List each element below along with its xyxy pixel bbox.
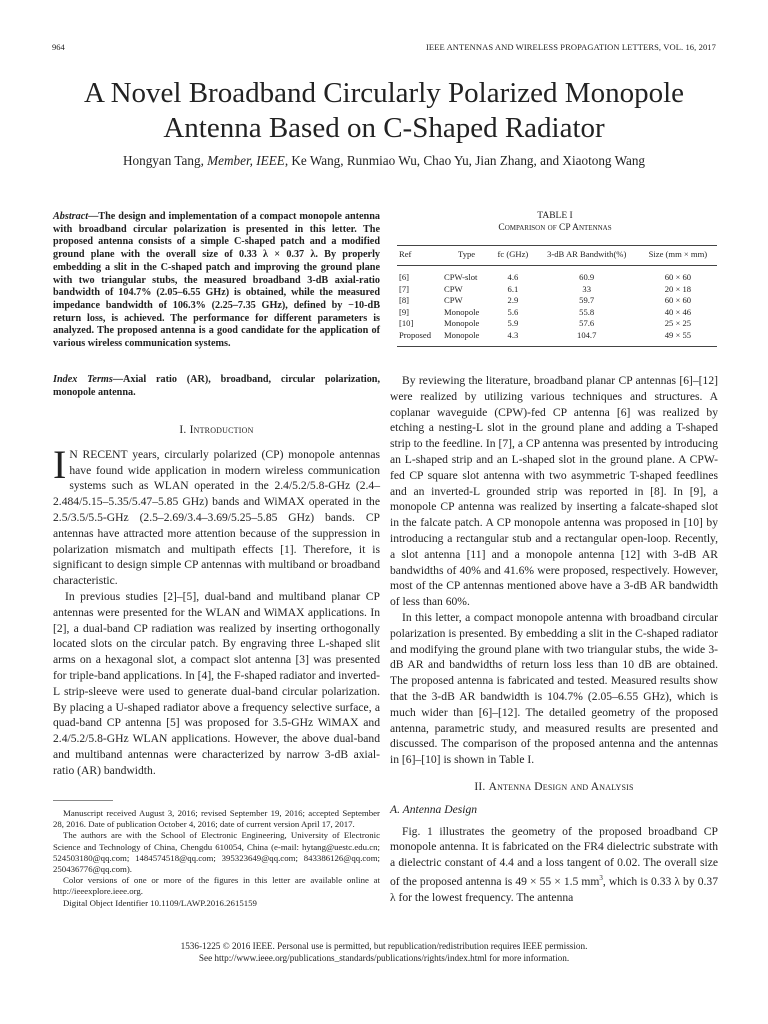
table-cell: [8]	[399, 295, 410, 306]
title-line-2: Antenna Based on C-Shaped Radiator	[163, 112, 605, 144]
abstract-text: —The design and implementation of a compact monopole antenna with broadband circular polarization is presented in this letter. The proposed antenna consists of a simple C-shaped patch and a modified ground plane with the overall size of 0.33 λ × 0.37 λ. By properly embedding a slit in the C-shaped patch and improving the ground plane with two triangular stubs, the measured broadband 3-dB axial-ratio bandwidth of 104.7% (2.05–6.55 GHz) is obtained, while the measured impedance bandwidth of 106.3% (2.25–7.35 GHz), defined by −10-dB return loss, is achieved. The performance for different parameters is analyzed. The proposed antenna is a good candidate for the application of various wireless communication systems.	[53, 211, 380, 350]
table-cell: CPW	[444, 295, 463, 306]
table-cell: 6.1	[507, 283, 519, 294]
table-cell: 49 × 55	[639, 330, 717, 346]
table-cell: 5.6	[507, 306, 519, 317]
table-row	[397, 295, 717, 307]
table-row	[397, 284, 717, 296]
right-column	[390, 373, 718, 905]
table-row	[397, 266, 717, 284]
table-row	[397, 307, 717, 319]
author-affiliation: Member, IEEE	[207, 153, 285, 168]
table-cell: CPW-slot	[444, 272, 478, 282]
abstract-label: Abstract	[53, 211, 89, 222]
table-cell: 60 × 60	[664, 272, 692, 282]
table-cell: 2.9	[507, 295, 519, 306]
col-size: Size (mm × mm)	[639, 246, 717, 266]
table-row	[397, 330, 717, 346]
index-terms	[53, 374, 380, 399]
table-title: Comparison of CP Antennas	[498, 223, 612, 233]
footnote-affiliation: The authors are with the School of Electronic Engineering, University of Electronic Science and Technology of China, Chengdu 610054, China (e-mail: hytang@uestc.edu.cn; 524503180@qq.com; 1484574518@qq.com; 395323649@qq.com; 843386126@qq.com; 250436776@qq.com).	[53, 830, 380, 875]
section2-heading: II. Antenna Design and Analysis	[474, 780, 634, 793]
col-type: Type	[442, 246, 491, 266]
index-terms-text: —Axial ratio (AR), broadband, circular polarization, monopole antenna.	[53, 374, 380, 398]
table-cell: 20 × 18	[664, 283, 692, 294]
footnote-doi: Digital Object Identifier 10.1109/LAWP.2016.2615159	[63, 897, 257, 908]
intro-paragraph-2: In previous studies [2]–[5], dual-band and multiband planar CP antennas were presented for the WLAN and WiMAX applications. In [2], a dual-band CP radiation was realized by inserting orthogonally located slots on the circular patch. By engraving three L-shaped slit arms on a hexagonal slot, a compact slot antenna [3] was presented for triple-band applications. In [4], the F-shaped radiator and inverted-L strip-sleeve were used to generate dual-band circular polarization. By placing a U-shaped radiator above a frequency selective surface, a quad-band CP antenna [5] was proposed for 3.5-GHz WiMAX and 2.4/5.2/5.8-GHz WLAN applications. However, the above dual-band and multiband antennas were characterized by narrow 3-dB axial-ratio (AR) bandwidth.	[53, 589, 380, 777]
table-cell: Monopole	[442, 330, 491, 346]
intro-paragraph-3: By reviewing the literature, broadband planar CP antennas [6]–[12] were realized by utilizing various techniques and structures. A coplanar waveguide (CPW)-fed CP antenna [6] was realized by etching a nesting-L slot in the ground plane and adding a T-shaped strip to the feedline. In [7], a CP antenna was presented by introducing an L-shaped strip and an L-shaped slot in the ground plane. A CPW-fed CP square slot antenna with two asymmetric T-shaped feedlines and an inverted-L grounded strip was reported in [8]. In [9], a monopole CP antenna was realized by inserting a falcate-shaped slot in the falcate patch. A CP monopole antenna was proposed in [10] by introducing a rectangular stub and a rectangular open-loop. Recently, a slot antenna [11] and a monopole antenna [12] with 3-dB AR bandwidths of 40% and 41.6% were proposed, respectively. However, most of the CP antennas mentioned above have a 3-dB AR bandwidth of less than 60%.	[390, 374, 718, 609]
table-cell: 4.6	[507, 272, 519, 282]
table-cell: [10]	[399, 318, 414, 329]
table-cell: [9]	[399, 306, 410, 317]
comparison-table	[397, 245, 717, 347]
table-cell: 59.7	[579, 295, 595, 306]
author-rest: , Ke Wang, Runmiao Wu, Chao Yu, Jian Zhang, and Xiaotong Wang	[284, 153, 646, 168]
index-terms-label: Index Terms	[53, 374, 113, 385]
footnote-color: Color versions of one or more of the figures in this letter are available online at http://ieeexplore.ieee.org.	[53, 875, 380, 897]
intro-paragraph-4: In this letter, a compact monopole antenna with broadband circular polarization is presented. By embedding a slit in the C-shaped radiator and modifying the ground plane with two triangular stubs, the wide 3-dB AR and bandwidths of return loss less than 10 dB are obtained. The proposed antenna is fabricated and tested. Measured results show that the 3-dB AR bandwidth is 104.7% (2.05–6.55 GHz), which is much wider than [6]–[12]. The detailed geometry of the proposed antenna, parametric study, and measured results are presented and discussed. The comparison of the proposed antenna and the antennas in [6]–[10] is shown in Table I.	[390, 610, 718, 767]
table-cell: 40 × 46	[664, 306, 692, 317]
table-row	[397, 318, 717, 330]
author-list	[30, 153, 738, 169]
table-cell: Proposed	[397, 330, 442, 346]
dropcap: I	[53, 441, 67, 487]
section2-paragraph-1: Fig. 1 illustrates the geometry of the proposed broadband CP monopole antenna. It is fabricated on the FR4 dielectric substrate with a dielectric constant of 4.4 and a loss tangent of 0.02. The overall size of the proposed antenna is 49 × 55 × 1.5 $mm^3$, which is 0.33 λ by 0.37 λ for the lowest frequency. The antenna	[390, 824, 718, 904]
table-cell: 104.7	[535, 330, 639, 346]
page-number: 964	[52, 42, 65, 52]
copyright-line-2: See http://www.ieee.org/publications_standards/publications/rights/index.html for more information.	[198, 953, 570, 963]
table-cell: CPW	[444, 283, 463, 294]
table-cell: 57.6	[579, 318, 595, 329]
table-cell: [6]	[399, 272, 410, 282]
left-column	[53, 423, 380, 779]
footnote-rule	[53, 800, 113, 801]
author-first: Hongyan Tang,	[122, 153, 208, 168]
footnote	[53, 808, 380, 909]
table-cell: 60 × 60	[664, 295, 692, 306]
table-header-row	[397, 246, 717, 266]
footnote-manuscript: Manuscript received August 3, 2016; revised September 19, 2016; accepted September 28, 2016. Date of publication October 4, 2016; date of current version April 17, 2017.	[53, 808, 380, 830]
table-cell: 55.8	[579, 306, 595, 317]
table-cell: [7]	[399, 283, 410, 294]
table-cell: 25 × 25	[664, 318, 692, 329]
table-cell: 5.9	[507, 318, 519, 329]
copyright-notice	[30, 940, 738, 964]
table-number: TABLE I	[537, 211, 573, 221]
table-cell: 60.9	[579, 272, 595, 282]
col-fc: fc (GHz)	[491, 246, 534, 266]
abstract	[53, 211, 380, 351]
journal-header: IEEE ANTENNAS AND WIRELESS PROPAGATION LETTERS, VOL. 16, 2017	[426, 42, 716, 52]
table-cell: 4.3	[491, 330, 534, 346]
table-cell: Monopole	[444, 318, 480, 329]
col-bandwidth: 3-dB AR Bandwith(%)	[535, 246, 639, 266]
intro-paragraph-1: I N RECENT years, circularly polarized (CP) monopole antennas have found wide application in modern wireless communication systems such as WLAN operated in the 2.4/5.2/5.8-GHz (2.4–2.484/5.15–5.35/5.47–5.85 GHz) bands and WiMAX operated in the 2.5/3.5/5.5-GHz (2.5–2.69/3.4–3.69/5.25–5.85 GHz) bands. CP antennas have attracted more attention because of the suppression in polarization mismatch and multipath effects [1]. Therefore, it is significant to design simple CP antennas with multiband or broadband characteristic.	[53, 441, 380, 588]
table-cell: Monopole	[444, 306, 480, 317]
title-line-1: A Novel Broadband Circularly Polarized Monopole	[83, 77, 684, 109]
col-ref: Ref	[397, 246, 442, 266]
intro-heading: I. Introduction	[179, 424, 254, 436]
copyright-line-1: 1536-1225 © 2016 IEEE. Personal use is permitted, but republication/redistribution requires IEEE permission.	[180, 941, 588, 951]
paper-title	[30, 76, 738, 146]
subsection-heading: A. Antenna Design	[390, 802, 478, 816]
table-cell: 33	[582, 283, 591, 294]
table-caption	[392, 210, 718, 234]
